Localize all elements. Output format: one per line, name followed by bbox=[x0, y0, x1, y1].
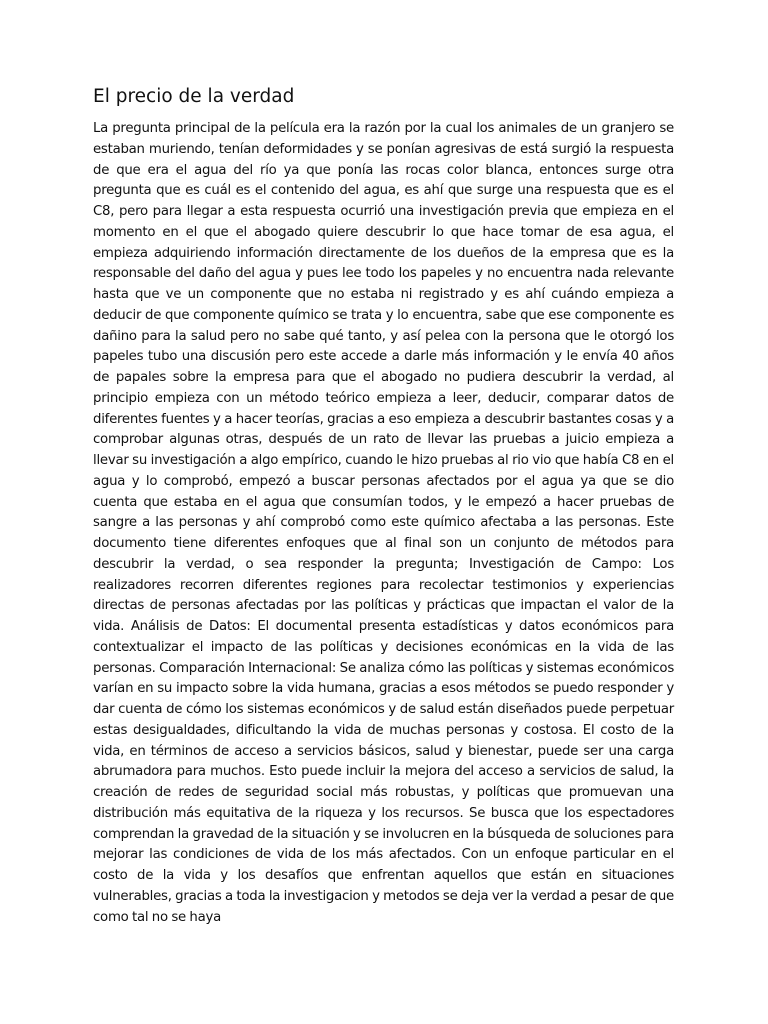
document-body-paragraph: La pregunta principal de la película era la razón por la cual los animales de un granjero se estaban muriendo, tenían deformidades y se ponían agresivas de está surgió la respuesta de que era el agua del río ya que ponía las rocas color blanca, entonces surge otra pregunta que es cuál es el contenido del agua, es ahí que surge una respuesta que es el C8, pero para llegar a esta respuesta ocurrió una investigación previa que empieza en el momento en el que el abogado quiere descubrir lo que hace tomar de esa agua, el empieza adquiriendo información directamente de los dueños de la empresa que es la responsable del daño del agua y pues lee todo los papeles y no encuentra nada relevante hasta que ve un componente que no estaba ni registrado y es ahí cuándo empieza a deducir de que componente químico se trata y lo encuentra, sabe que ese componente es dañino para la salud pero no sabe qué tanto, y así pelea con la persona que le otorgó los papeles tubo una discusión pero este accede a darle más información y le envía 40 años de papales sobre la empresa para que el abogado no pudiera descubrir la verdad, al principio empieza con un método teórico empieza a leer, deducir, comparar datos de diferentes fuentes y a hacer teorías, gracias a eso empieza a descubrir bastantes cosas y a comprobar algunas otras, después de un rato de llevar las pruebas a juicio empieza a llevar su investigación a algo empírico, cuando le hizo pruebas al rio vio que había C8 en el agua y lo comprobó, empezó a buscar personas afectados por el agua ya que se dio cuenta que estaba en el agua que consumían todos, y le empezó a hacer pruebas de sangre a las personas y ahí comprobó como este químico afectaba a las personas. Este documento tiene diferentes enfoques que al final son un conjunto de métodos para descubrir la verdad, o sea responder la pregunta; Investigación de Campo: Los realizadores recorren diferentes regiones para recolectar testimonios y experiencias directas de personas afectadas por las políticas y prácticas que impactan el valor de la vida. Análisis de Datos: El documental presenta estadísticas y datos económicos para contextualizar el impacto de las políticas y decisiones económicas en la vida de las personas. Comparación Internacional: Se analiza cómo las políticas y sistemas económicos varían en su impacto sobre la vida humana, gracias a esos métodos se puedo responder y dar cuenta de cómo los sistemas económicos y de salud están diseñados puede perpetuar estas desigualdades, dificultando la vida de muchas personas y costosa. El costo de la vida, en términos de acceso a servicios básicos, salud y bienestar, puede ser una carga abrumadora para muchos. Esto puede incluir la mejora del acceso a servicios de salud, la creación de redes de seguridad social más robustas, y políticas que promuevan una distribución más equitativa de la riqueza y los recursos. Se busca que los espectadores comprendan la gravedad de la situación y se involucren en la búsqueda de soluciones para mejorar las condiciones de vida de los más afectados. Con un enfoque particular en el costo de la vida y los desafíos que enfrentan aquellos que están en situaciones vulnerables, gracias a toda la investigacion y metodos se deja ver la verdad a pesar de que como tal no se haya bbox=[93, 121, 674, 925]
document-title: El precio de la verdad bbox=[93, 86, 295, 107]
